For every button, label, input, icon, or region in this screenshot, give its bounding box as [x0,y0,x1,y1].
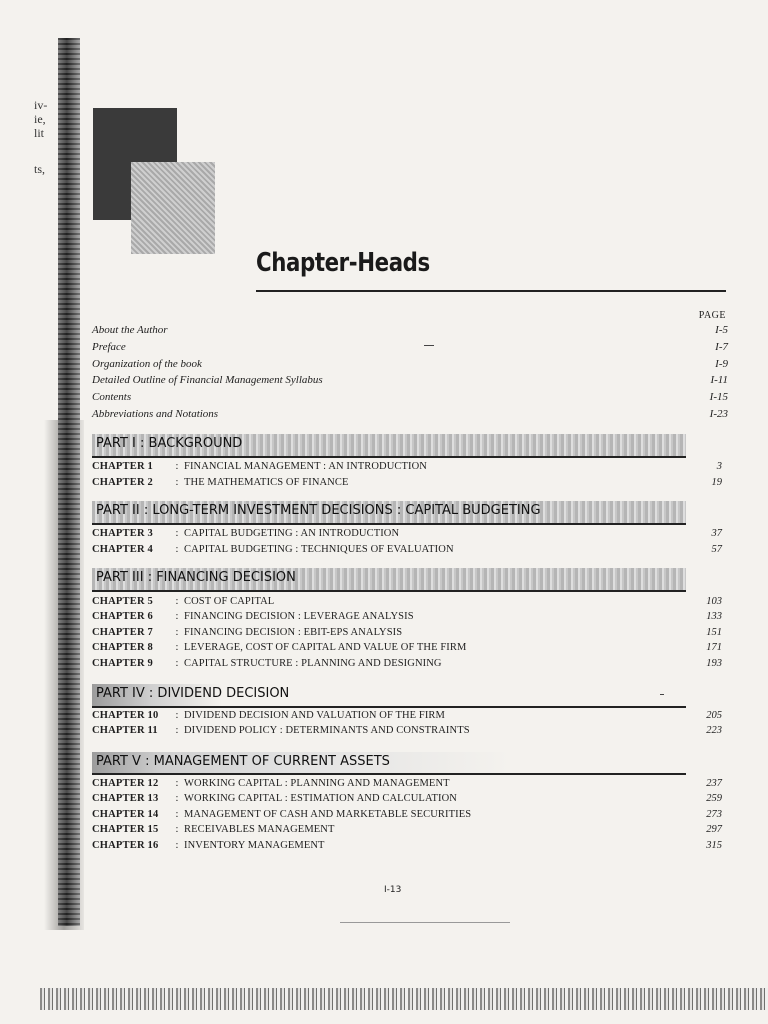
chapter-list [92,461,722,493]
chapter-row: CHAPTER 1 : FINANCIAL MANAGEMENT : AN INTRODUCTION 3 [92,461,722,472]
front-matter-label: Contents [92,391,132,404]
front-matter-row [92,356,728,373]
part-banner [92,752,686,774]
page-title: Chapter-Heads [256,248,430,278]
front-matter-row [92,406,728,423]
part-rule [92,590,686,592]
footer-rule [340,922,510,923]
front-matter-page: I-11 [710,374,728,387]
part-rule [92,706,686,708]
chapter-list [92,528,722,560]
chapter-number: CHAPTER 9 [92,657,154,669]
page-column-heading: PAGE [698,310,726,321]
chapter-page: 297 [706,824,722,836]
chapter-page: 259 [706,793,722,805]
chapter-page: 19 [711,477,722,488]
part-rule [92,773,686,775]
chapter-title: MANAGEMENT OF CASH AND MARKETABLE SECURITIES [184,808,472,820]
front-matter-page: I-7 [715,340,728,353]
chapter-row: CHAPTER 4 : CAPITAL BUDGETING : TECHNIQUES OF EVALUATION 57 [92,544,722,555]
title-rule [256,290,726,292]
part-banner [92,501,686,523]
chapter-page: 193 [706,657,722,669]
chapter-row: CHAPTER 15 : RECEIVABLES MANAGEMENT 297 [92,824,722,836]
front-matter-page: I-23 [709,407,728,420]
chapter-title: INVENTORY MANAGEMENT [184,839,325,851]
edge-fragment: ie, [34,112,46,126]
chapter-title: WORKING CAPITAL : ESTIMATION AND CALCULATION [184,793,457,805]
front-matter-row [92,322,728,339]
decorative-halftone-square [131,162,215,254]
chapter-page: 237 [706,778,722,789]
chapter-row: CHAPTER 2 : THE MATHEMATICS OF FINANCE 19 [92,477,722,488]
chapter-title: FINANCIAL MANAGEMENT : AN INTRODUCTION [184,461,427,472]
chapter-number: CHAPTER 15 [92,824,159,836]
chapter-row: CHAPTER 13 : WORKING CAPITAL : ESTIMATION AND CALCULATION 259 [92,793,722,805]
part-label: PART III : FINANCING DECISION [96,570,296,585]
front-matter-page: I-9 [715,357,728,370]
chapter-page: 37 [711,528,722,539]
chapter-page: 103 [706,596,722,607]
chapter-title: CAPITAL BUDGETING : TECHNIQUES OF EVALUATION [184,544,454,555]
part-rule [92,456,686,458]
front-matter-list [92,322,728,423]
chapter-row: CHAPTER 12 : WORKING CAPITAL : PLANNING AND MANAGEMENT 237 [92,778,722,789]
chapter-row: CHAPTER 16 : INVENTORY MANAGEMENT 315 [92,839,722,851]
chapter-list [92,778,722,855]
front-matter-row [92,339,728,356]
edge-fragment: iv- [34,98,48,112]
edge-fragment: lit [34,126,45,140]
front-matter-page: I-5 [715,324,728,336]
chapter-number: CHAPTER 13 [92,793,159,805]
chapter-number: CHAPTER 2 [92,477,154,488]
chapter-row: CHAPTER 10 : DIVIDEND DECISION AND VALUATION OF THE FIRM 205 [92,710,722,721]
chapter-page: 273 [706,808,722,820]
chapter-list [92,596,722,673]
scan-speck [660,694,664,695]
chapter-page: 223 [706,725,722,737]
chapter-number: CHAPTER 14 [92,808,159,820]
front-matter-label: Organization of the book [92,357,202,370]
chapter-title: COST OF CAPITAL [184,596,275,607]
chapter-page: 171 [706,642,722,654]
chapter-title: FINANCING DECISION : LEVERAGE ANALYSIS [184,611,414,623]
chapter-row: CHAPTER 7 : FINANCING DECISION : EBIT-EPS ANALYSIS 151 [92,626,722,638]
chapter-page: 133 [706,611,722,623]
chapter-number: CHAPTER 1 [92,461,154,472]
scan-speck [424,345,434,346]
chapter-page: 57 [711,544,722,555]
chapter-list [92,710,722,741]
chapter-title: LEVERAGE, COST OF CAPITAL AND VALUE OF THE FIRM [184,642,467,654]
chapter-number: CHAPTER 3 [92,528,154,539]
chapter-title: RECEIVABLES MANAGEMENT [184,824,335,836]
chapter-number: CHAPTER 4 [92,544,154,555]
front-matter-label: Abbreviations and Notations [92,407,219,420]
part-label: PART II : LONG-TERM INVESTMENT DECISIONS : CAPITAL BUDGETING [96,503,541,518]
chapter-number: CHAPTER 16 [92,839,159,851]
page-number: I-13 [384,885,402,895]
chapter-title: CAPITAL STRUCTURE : PLANNING AND DESIGNING [184,657,442,669]
front-matter-label: Preface [92,340,126,353]
chapter-number: CHAPTER 10 [92,710,159,721]
chapter-number: CHAPTER 11 [92,725,158,737]
chapter-number: CHAPTER 8 [92,642,154,654]
chapter-number: CHAPTER 12 [92,778,159,789]
chapter-title: CAPITAL BUDGETING : AN INTRODUCTION [184,528,400,539]
chapter-title: WORKING CAPITAL : PLANNING AND MANAGEMENT [184,778,450,789]
part-banner [92,434,686,456]
front-matter-label: Detailed Outline of Financial Management Syllabus [92,374,323,387]
part-banner [92,568,686,590]
chapter-row: CHAPTER 5 : COST OF CAPITAL 103 [92,596,722,607]
binding-edge [58,38,80,926]
chapter-row: CHAPTER 9 : CAPITAL STRUCTURE : PLANNING AND DESIGNING 193 [92,657,722,669]
part-label: PART I : BACKGROUND [96,436,243,451]
front-matter-label: About the Author [92,324,168,336]
chapter-page: 3 [716,461,722,472]
chapter-row: CHAPTER 14 : MANAGEMENT OF CASH AND MARKETABLE SECURITIES 273 [92,808,722,820]
chapter-number: CHAPTER 6 [92,611,154,623]
chapter-title: DIVIDEND POLICY : DETERMINANTS AND CONSTRAINTS [184,725,470,737]
chapter-title: FINANCING DECISION : EBIT-EPS ANALYSIS [184,626,403,638]
part-label: PART IV : DIVIDEND DECISION [96,686,290,701]
chapter-number: CHAPTER 5 [92,596,154,607]
chapter-row: CHAPTER 3 : CAPITAL BUDGETING : AN INTRODUCTION 37 [92,528,722,539]
part-rule [92,523,686,525]
front-matter-row [92,372,728,389]
chapter-page: 151 [706,626,722,638]
front-matter-row [92,389,728,406]
part-banner [92,684,686,706]
chapter-row: CHAPTER 6 : FINANCING DECISION : LEVERAGE ANALYSIS 133 [92,611,722,623]
chapter-number: CHAPTER 7 [92,626,154,638]
chapter-title: DIVIDEND DECISION AND VALUATION OF THE FIRM [184,710,445,721]
scan-noise [40,988,768,1010]
front-matter-page: I-15 [709,391,728,404]
chapter-page: 205 [706,710,722,721]
edge-fragment: ts, [34,162,46,176]
part-label: PART V : MANAGEMENT OF CURRENT ASSETS [96,754,390,769]
chapter-title: THE MATHEMATICS OF FINANCE [184,477,349,488]
chapter-page: 315 [706,839,722,851]
chapter-row: CHAPTER 11 : DIVIDEND POLICY : DETERMINANTS AND CONSTRAINTS 223 [92,725,722,737]
chapter-row: CHAPTER 8 : LEVERAGE, COST OF CAPITAL AND VALUE OF THE FIRM 171 [92,642,722,654]
